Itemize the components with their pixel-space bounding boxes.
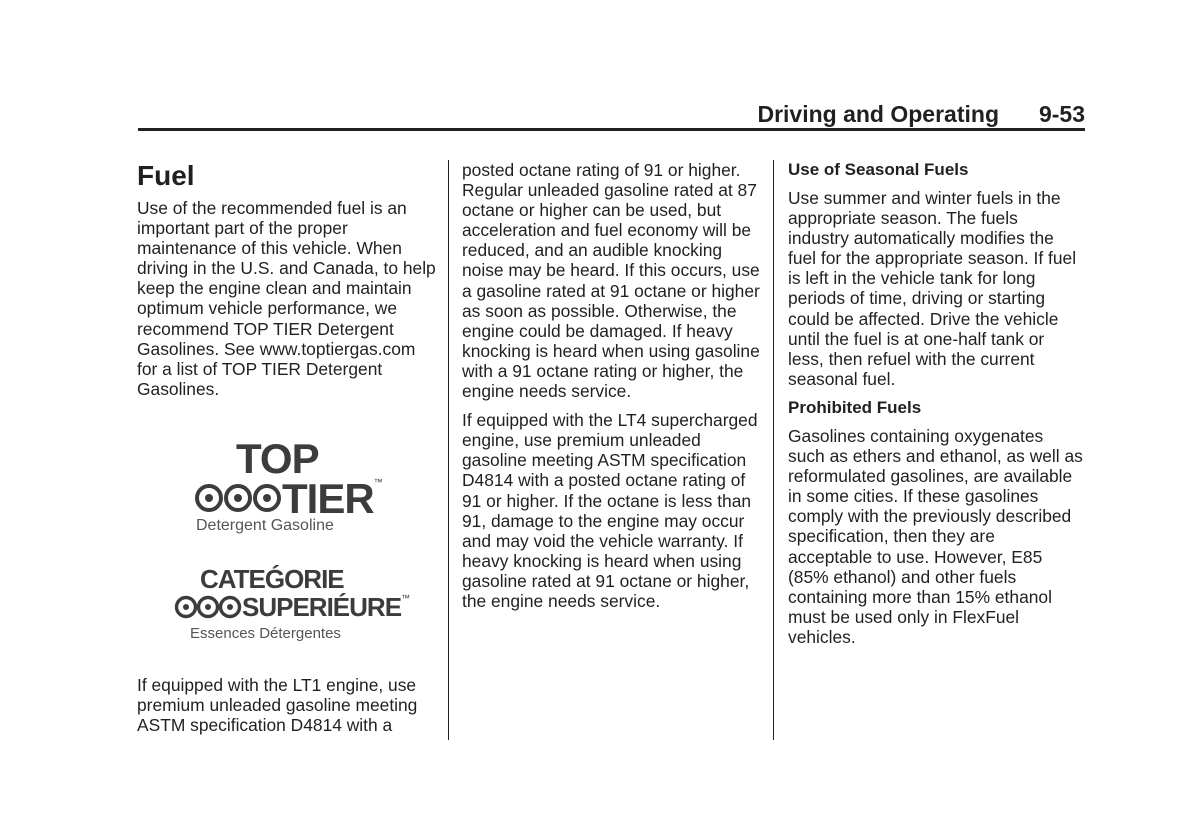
column-divider (773, 160, 774, 740)
lt4-paragraph: If equipped with the LT4 supercharged engine, use premium unleaded gasoline meeting ASTM specification D4814 with a posted octane rating of 91 or higher. If the octane is less than 91, damage to the engine may occur and may void the vehicle warranty. If heavy knocking is heard when using gasoline rated at 91 octane or higher, the engine needs service. (462, 410, 758, 611)
column-3 (788, 160, 1083, 647)
prohibited-fuels-paragraph: Gasolines containing oxygenates such as ethers and ethanol, as well as reformulated gasolines, are available in some cities. If these gasolines comply with the previously described specification, then they are acceptable to use. However, E85 (85% ethanol) and other fuels containing more than 15% ethanol must be used only in FlexFuel vehicles. (788, 425, 1083, 647)
seasonal-fuels-paragraph: Use summer and winter fuels in the appropriate season. The fuels industry automatically modifies the fuel for the appropriate season. If fuel is left in the vehicle tank for long periods of time, driving or starting could be affected. Drive the vehicle until the fuel is at one-half tank or less, then refuel with the current seasonal fuel. (788, 188, 1077, 389)
logo-word-tier: TIER™ (282, 475, 382, 522)
logo-word-superieure: SUPERIÉURE™ (242, 592, 410, 622)
page-header (138, 100, 1085, 128)
top-tier-logo (138, 430, 438, 540)
logo-subtitle: Essences Détergentes (190, 625, 341, 642)
section-title: Fuel (137, 160, 195, 191)
logo-word-top: TOP (236, 435, 319, 482)
column-1-bottom (137, 675, 437, 735)
logo-word-categorie: CATEǴORIE (200, 564, 344, 594)
fuel-intro-paragraph: Use of the recommended fuel is an important part of the proper maintenance of this vehicle. When driving in the U.S. and Canada, to help keep the engine clean and maintain optimum vehicle performance, we recommend TOP TIER Detergent Gasolines. See www.toptiergas.com for a list of TOP TIER Detergent Gasolines. (137, 198, 436, 399)
swirl-icon (194, 482, 282, 514)
column-1 (137, 160, 437, 399)
header-rule (138, 128, 1085, 131)
chapter-title: Driving and Operating (757, 101, 999, 127)
page-number: 9-53 (1038, 101, 1085, 127)
seasonal-fuels-heading: Use of Seasonal Fuels (788, 160, 969, 179)
logo-subtitle: Detergent Gasoline (196, 517, 334, 534)
swirl-icon (174, 594, 242, 620)
prohibited-fuels-heading: Prohibited Fuels (788, 397, 922, 417)
column-divider (448, 160, 449, 740)
categorie-superieure-logo (138, 560, 438, 650)
octane-paragraph: posted octane rating of 91 or higher. Regular unleaded gasoline rated at 87 octane or higher can be used, but acceleration and fuel economy will be reduced, and an audible knocking noise may be heard. If this occurs, use a gasoline rated at 91 octane or higher as soon as possible. Otherwise, the engine could be damaged. If heavy knocking is heard when using gasoline with a 91 octane rating or higher, the engine needs service. (462, 160, 760, 402)
column-2 (462, 160, 762, 611)
lt1-paragraph: If equipped with the LT1 engine, use premium unleaded gasoline meeting ASTM specification D4814 with a (137, 675, 418, 736)
